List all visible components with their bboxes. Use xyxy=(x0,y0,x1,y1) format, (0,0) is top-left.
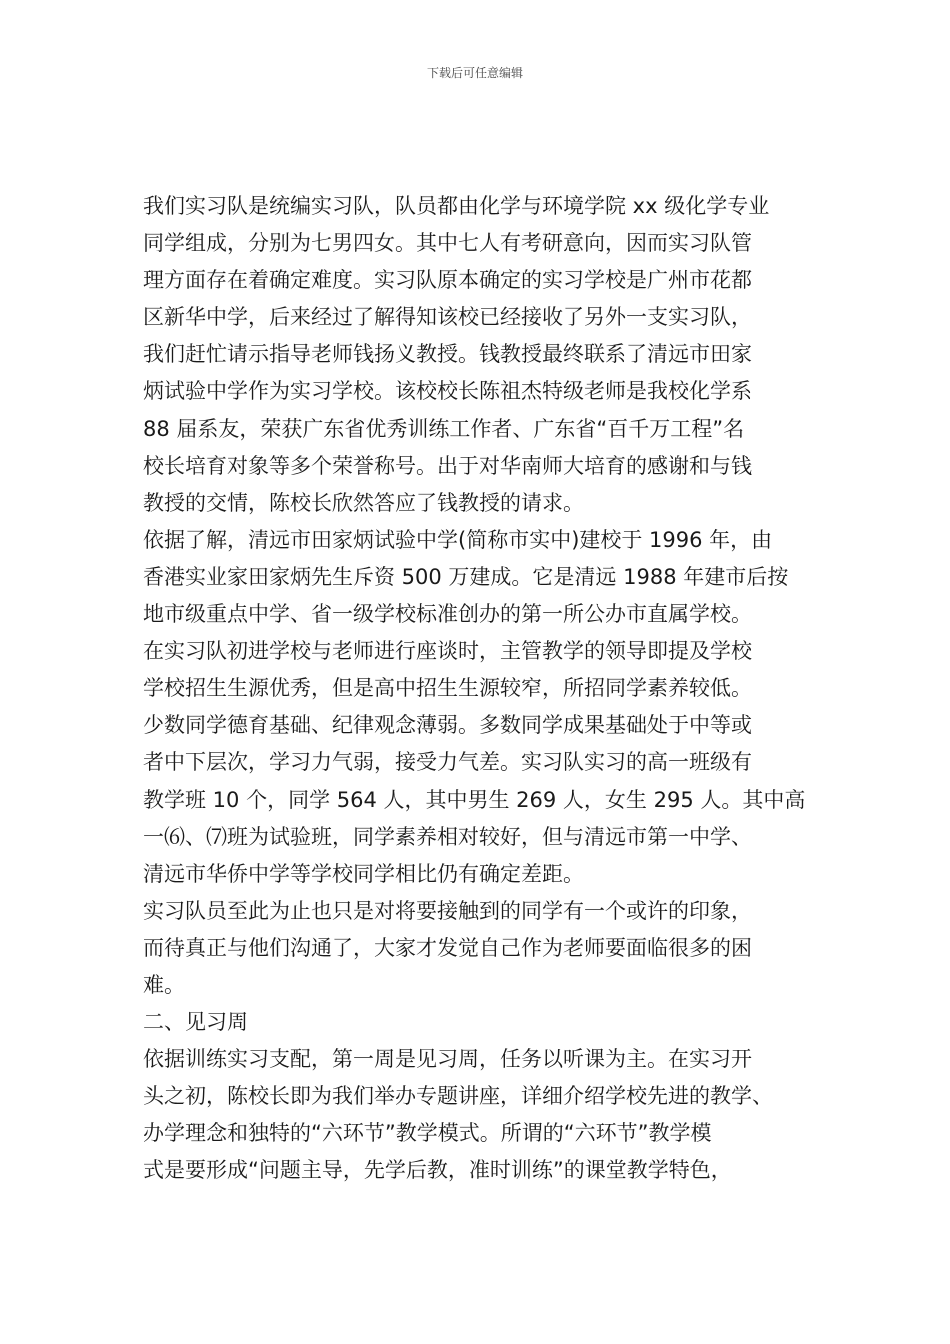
text-line: 在实习队初进学校与老师进行座谈时，主管教学的领导即提及学校 xyxy=(143,639,752,664)
page-header: 下载后可任意编辑 xyxy=(426,66,523,80)
text-line: 我们赶忙请示指导老师钱扬义教授。钱教授最终联系了清远市田家 xyxy=(143,342,752,367)
document-body xyxy=(143,188,823,1190)
text-line: 地市级重点中学、省一级学校标准创办的第一所公办市直属学校。 xyxy=(143,602,752,627)
text-line: 教学班 10 个，同学 564 人，其中男生 269 人，女生 295 人。其中高 xyxy=(143,787,806,812)
text-line: 我们实习队是统编实习队，队员都由化学与环境学院 xx 级化学专业 xyxy=(143,194,770,218)
text-line: 难。 xyxy=(143,972,185,997)
text-line: 校长培育对象等多个荣誉称号。出于对华南师大培育的感谢和与钱 xyxy=(143,453,752,478)
text-line: 依据了解，清远市田家炳试验中学(简称市实中)建校于 1996 年，由 xyxy=(143,527,773,552)
text-line: 头之初，陈校长即为我们举办专题讲座，详细介绍学校先进的教学、 xyxy=(143,1084,773,1109)
text-line: 式是要形成“问题主导，先学后教，准时训练”的课堂教学特色， xyxy=(143,1158,732,1183)
text-line: 教授的交情，陈校长欣然答应了钱教授的请求。 xyxy=(143,490,584,515)
text-line: 学校招生生源优秀，但是高中招生生源较窄，所招同学素养较低。 xyxy=(143,676,752,701)
text-line: 依据训练实习支配，第一周是见习周，任务以听课为主。在实习开 xyxy=(143,1047,752,1072)
text-line: 实习队员至此为止也只是对将要接触到的同学有一个或许的印象， xyxy=(143,898,752,923)
text-line: 炳试验中学作为实习学校。该校校长陈祖杰特级老师是我校化学系 xyxy=(143,379,752,404)
text-line: 而待真正与他们沟通了，大家才发觉自己作为老师要面临很多的困 xyxy=(143,935,752,960)
text-line: 理方面存在着确定难度。实习队原本确定的实习学校是广州市花都 xyxy=(143,268,752,293)
section-heading: 二、见习周 xyxy=(143,1010,248,1035)
text-line: 少数同学德育基础、纪律观念薄弱。多数同学成果基础处于中等或 xyxy=(143,713,752,738)
text-line: 一⑹、⑺班为试验班，同学素养相对较好，但与清远市第一中学、 xyxy=(143,824,752,849)
text-line: 同学组成，分别为七男四女。其中七人有考研意向，因而实习队管 xyxy=(143,231,752,256)
text-line: 区新华中学，后来经过了解得知该校已经接收了另外一支实习队， xyxy=(143,305,752,330)
text-line: 香港实业家田家炳先生斥资 500 万建成。它是清远 1988 年建市后按 xyxy=(143,564,789,589)
text-line: 清远市华侨中学等学校同学相比仍有确定差距。 xyxy=(143,861,584,886)
text-line: 88 届系友，荣获广东省优秀训练工作者、广东省“百千万工程”名 xyxy=(143,416,745,441)
text-line: 者中下层次，学习力气弱，接受力气差。实习队实习的高一班级有 xyxy=(143,750,752,775)
text-line: 办学理念和独特的“六环节”教学模式。所谓的“六环节”教学模 xyxy=(143,1121,712,1146)
